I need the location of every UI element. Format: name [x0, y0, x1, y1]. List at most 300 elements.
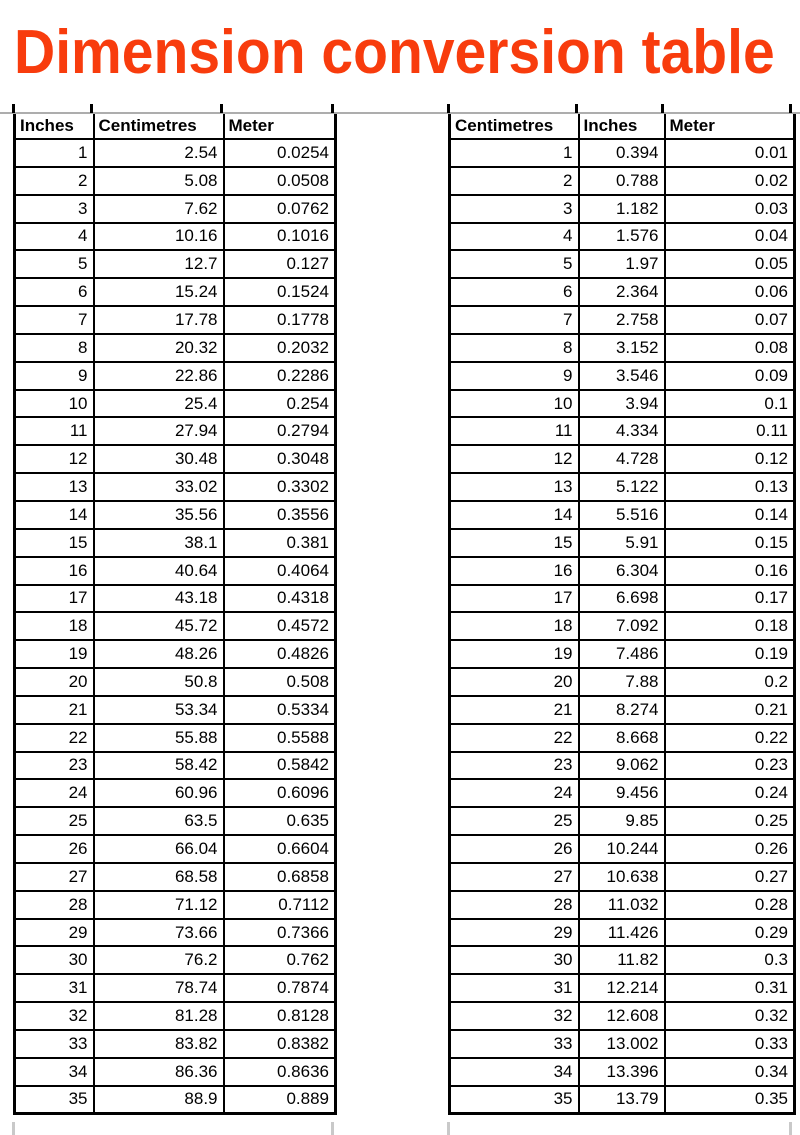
table-row [15, 724, 336, 752]
row-cell: 0.28 [665, 891, 795, 919]
table-row [450, 696, 795, 724]
row-cell: 0.23 [665, 752, 795, 780]
table-row [15, 752, 336, 780]
row-cell: 4.728 [579, 445, 665, 473]
table-row [450, 891, 795, 919]
row-cell: 5.122 [579, 473, 665, 501]
row-cell: 32 [450, 1002, 579, 1030]
row-cell: 21 [15, 696, 94, 724]
row-cell: 0.3302 [224, 473, 336, 501]
row-cell: 10.16 [94, 223, 224, 251]
row-cell: 0.8128 [224, 1002, 336, 1030]
row-cell: 7.62 [94, 195, 224, 223]
row-cell: 11 [15, 417, 94, 445]
row-cell: 9 [15, 362, 94, 390]
bottom-grid-stub [331, 1122, 334, 1135]
bottom-grid-stub [789, 1122, 792, 1135]
row-cell: 0.0254 [224, 139, 336, 167]
row-cell: 34 [450, 1058, 579, 1086]
row-cell: 30 [450, 946, 579, 974]
row-cell: 33 [15, 1030, 94, 1058]
row-cell: 88.9 [94, 1086, 224, 1114]
column-header: Centimetres [94, 114, 224, 139]
row-cell: 48.26 [94, 640, 224, 668]
row-cell: 2 [15, 167, 94, 195]
table-row [450, 417, 795, 445]
table-row [450, 167, 795, 195]
row-cell: 50.8 [94, 668, 224, 696]
row-cell: 0.8382 [224, 1030, 336, 1058]
row-cell: 0.26 [665, 835, 795, 863]
row-cell: 0.16 [665, 557, 795, 585]
row-cell: 10 [450, 390, 579, 418]
row-cell: 0.2286 [224, 362, 336, 390]
inches-to-cm-table [13, 114, 337, 1115]
column-header: Inches [15, 114, 94, 139]
row-cell: 0.1524 [224, 278, 336, 306]
row-cell: 81.28 [94, 1002, 224, 1030]
row-cell: 0.15 [665, 529, 795, 557]
row-cell: 3 [450, 195, 579, 223]
table-row [450, 390, 795, 418]
row-cell: 34 [15, 1058, 94, 1086]
row-cell: 8 [15, 334, 94, 362]
row-cell: 24 [450, 779, 579, 807]
table-row [15, 417, 336, 445]
row-cell: 3.94 [579, 390, 665, 418]
row-cell: 2.364 [579, 278, 665, 306]
row-cell: 12.608 [579, 1002, 665, 1030]
table-row [450, 1030, 795, 1058]
row-cell: 31 [450, 974, 579, 1002]
table-row [450, 250, 795, 278]
row-cell: 60.96 [94, 779, 224, 807]
table-row [450, 640, 795, 668]
row-cell: 0.0508 [224, 167, 336, 195]
table-row [15, 250, 336, 278]
row-cell: 76.2 [94, 946, 224, 974]
row-cell: 6 [15, 278, 94, 306]
row-cell: 0.21 [665, 696, 795, 724]
row-cell: 0.4572 [224, 612, 336, 640]
row-cell: 1.97 [579, 250, 665, 278]
table-row [15, 362, 336, 390]
table-row [450, 195, 795, 223]
row-cell: 2.54 [94, 139, 224, 167]
row-cell: 14 [15, 501, 94, 529]
table-row [450, 139, 795, 167]
table-row [450, 974, 795, 1002]
row-cell: 0.05 [665, 250, 795, 278]
row-cell: 3.152 [579, 334, 665, 362]
row-cell: 9 [450, 362, 579, 390]
table-row [15, 334, 336, 362]
grid-stub [661, 104, 664, 113]
row-cell: 5 [15, 250, 94, 278]
table-row [15, 445, 336, 473]
row-cell: 0.02 [665, 167, 795, 195]
row-cell: 0.635 [224, 807, 336, 835]
table-row [450, 946, 795, 974]
bottom-grid-stub [447, 1122, 450, 1135]
row-cell: 0.0762 [224, 195, 336, 223]
table-row [15, 223, 336, 251]
row-cell: 30 [15, 946, 94, 974]
row-cell: 5.08 [94, 167, 224, 195]
table-row [15, 1002, 336, 1030]
row-cell: 71.12 [94, 891, 224, 919]
table-row [15, 946, 336, 974]
row-cell: 63.5 [94, 807, 224, 835]
row-cell: 0.381 [224, 529, 336, 557]
table-row [15, 390, 336, 418]
row-cell: 0.29 [665, 919, 795, 947]
row-cell: 3.546 [579, 362, 665, 390]
row-cell: 0.1 [665, 390, 795, 418]
row-cell: 0.127 [224, 250, 336, 278]
row-cell: 0.394 [579, 139, 665, 167]
row-cell: 0.12 [665, 445, 795, 473]
row-cell: 0.24 [665, 779, 795, 807]
table-row [15, 473, 336, 501]
row-cell: 4 [15, 223, 94, 251]
column-header: Meter [224, 114, 336, 139]
row-cell: 0.508 [224, 668, 336, 696]
row-cell: 29 [450, 919, 579, 947]
row-cell: 15 [15, 529, 94, 557]
table-row [450, 473, 795, 501]
row-cell: 0.04 [665, 223, 795, 251]
row-cell: 0.31 [665, 974, 795, 1002]
table-row [15, 668, 336, 696]
table-row [450, 668, 795, 696]
row-cell: 0.3048 [224, 445, 336, 473]
row-cell: 1 [15, 139, 94, 167]
row-cell: 22 [450, 724, 579, 752]
row-cell: 6 [450, 278, 579, 306]
row-cell: 0.19 [665, 640, 795, 668]
row-cell: 11 [450, 417, 579, 445]
table-row [15, 1086, 336, 1114]
row-cell: 0.33 [665, 1030, 795, 1058]
row-cell: 12 [450, 445, 579, 473]
row-cell: 0.7112 [224, 891, 336, 919]
grid-stub [220, 104, 223, 113]
table-row [15, 1030, 336, 1058]
row-cell: 0.27 [665, 863, 795, 891]
table-row [15, 696, 336, 724]
row-cell: 0.22 [665, 724, 795, 752]
table-row [450, 1002, 795, 1030]
row-cell: 13 [15, 473, 94, 501]
row-cell: 0.5334 [224, 696, 336, 724]
row-cell: 0.01 [665, 139, 795, 167]
row-cell: 5.516 [579, 501, 665, 529]
row-cell: 55.88 [94, 724, 224, 752]
table-row [450, 835, 795, 863]
table-row [450, 529, 795, 557]
table-row [450, 501, 795, 529]
column-header: Centimetres [450, 114, 579, 139]
row-cell: 17 [450, 585, 579, 613]
row-cell: 22 [15, 724, 94, 752]
row-cell: 11.032 [579, 891, 665, 919]
row-cell: 26 [15, 835, 94, 863]
row-cell: 15.24 [94, 278, 224, 306]
row-cell: 10.244 [579, 835, 665, 863]
row-cell: 0.25 [665, 807, 795, 835]
row-cell: 0.254 [224, 390, 336, 418]
row-cell: 40.64 [94, 557, 224, 585]
row-cell: 1.576 [579, 223, 665, 251]
table-row [15, 779, 336, 807]
row-cell: 0.13 [665, 473, 795, 501]
row-cell: 20 [450, 668, 579, 696]
table-row [15, 167, 336, 195]
table-row [15, 501, 336, 529]
row-cell: 0.5842 [224, 752, 336, 780]
row-cell: 28 [450, 891, 579, 919]
row-cell: 25 [15, 807, 94, 835]
table-row [15, 529, 336, 557]
row-cell: 58.42 [94, 752, 224, 780]
row-cell: 0.2 [665, 668, 795, 696]
row-cell: 38.1 [94, 529, 224, 557]
row-cell: 5 [450, 250, 579, 278]
row-cell: 0.07 [665, 306, 795, 334]
row-cell: 0.11 [665, 417, 795, 445]
row-cell: 6.698 [579, 585, 665, 613]
page-title: Dimension conversion table [14, 18, 775, 87]
row-cell: 0.08 [665, 334, 795, 362]
row-cell: 0.1016 [224, 223, 336, 251]
grid-stub [12, 104, 15, 113]
row-cell: 0.1778 [224, 306, 336, 334]
row-cell: 10 [15, 390, 94, 418]
row-cell: 24 [15, 779, 94, 807]
row-cell: 22.86 [94, 362, 224, 390]
table-row [450, 919, 795, 947]
row-cell: 83.82 [94, 1030, 224, 1058]
row-cell: 7.092 [579, 612, 665, 640]
table-row [15, 919, 336, 947]
row-cell: 4.334 [579, 417, 665, 445]
row-cell: 12.214 [579, 974, 665, 1002]
header-row [450, 114, 795, 139]
grid-stub [331, 104, 334, 113]
row-cell: 8 [450, 334, 579, 362]
row-cell: 0.3556 [224, 501, 336, 529]
row-cell: 9.85 [579, 807, 665, 835]
table-row [450, 752, 795, 780]
table-row [15, 807, 336, 835]
row-cell: 53.34 [94, 696, 224, 724]
row-cell: 12.7 [94, 250, 224, 278]
row-cell: 20 [15, 668, 94, 696]
table-row [15, 278, 336, 306]
row-cell: 0.3 [665, 946, 795, 974]
row-cell: 0.8636 [224, 1058, 336, 1086]
table-row [450, 1086, 795, 1114]
table-row [450, 362, 795, 390]
row-cell: 13 [450, 473, 579, 501]
table-row [15, 612, 336, 640]
row-cell: 16 [15, 557, 94, 585]
table-row [450, 223, 795, 251]
table-row [450, 585, 795, 613]
row-cell: 1 [450, 139, 579, 167]
table-row [15, 974, 336, 1002]
row-cell: 19 [15, 640, 94, 668]
row-cell: 9.062 [579, 752, 665, 780]
row-cell: 13.002 [579, 1030, 665, 1058]
header-row [15, 114, 336, 139]
row-cell: 12 [15, 445, 94, 473]
table-row [15, 835, 336, 863]
table-row [450, 445, 795, 473]
table-row [15, 585, 336, 613]
row-cell: 33.02 [94, 473, 224, 501]
row-cell: 6.304 [579, 557, 665, 585]
row-cell: 0.7874 [224, 974, 336, 1002]
row-cell: 0.6858 [224, 863, 336, 891]
row-cell: 27 [15, 863, 94, 891]
table-row [450, 724, 795, 752]
table-row [15, 195, 336, 223]
row-cell: 9.456 [579, 779, 665, 807]
table-row [15, 863, 336, 891]
row-cell: 18 [15, 612, 94, 640]
table-row [450, 807, 795, 835]
row-cell: 45.72 [94, 612, 224, 640]
grid-stub [789, 104, 792, 113]
row-cell: 19 [450, 640, 579, 668]
row-cell: 0.09 [665, 362, 795, 390]
row-cell: 8.668 [579, 724, 665, 752]
table-row [15, 557, 336, 585]
table-row [450, 612, 795, 640]
row-cell: 3 [15, 195, 94, 223]
row-cell: 26 [450, 835, 579, 863]
row-cell: 0.32 [665, 1002, 795, 1030]
table-row [15, 891, 336, 919]
row-cell: 35.56 [94, 501, 224, 529]
row-cell: 78.74 [94, 974, 224, 1002]
row-cell: 17 [15, 585, 94, 613]
row-cell: 2.758 [579, 306, 665, 334]
row-cell: 16 [450, 557, 579, 585]
table-row [450, 306, 795, 334]
table-row [15, 1058, 336, 1086]
column-header: Inches [579, 114, 665, 139]
row-cell: 43.18 [94, 585, 224, 613]
row-cell: 8.274 [579, 696, 665, 724]
table-row [15, 306, 336, 334]
row-cell: 0.2032 [224, 334, 336, 362]
table-row [15, 139, 336, 167]
row-cell: 0.14 [665, 501, 795, 529]
row-cell: 0.18 [665, 612, 795, 640]
grid-stub [575, 104, 578, 113]
table-row [450, 557, 795, 585]
row-cell: 15 [450, 529, 579, 557]
row-cell: 7.486 [579, 640, 665, 668]
row-cell: 0.4064 [224, 557, 336, 585]
row-cell: 86.36 [94, 1058, 224, 1086]
row-cell: 0.2794 [224, 417, 336, 445]
row-cell: 11.426 [579, 919, 665, 947]
row-cell: 29 [15, 919, 94, 947]
row-cell: 11.82 [579, 946, 665, 974]
row-cell: 30.48 [94, 445, 224, 473]
row-cell: 0.06 [665, 278, 795, 306]
table-row [450, 779, 795, 807]
row-cell: 0.762 [224, 946, 336, 974]
row-cell: 27.94 [94, 417, 224, 445]
row-cell: 17.78 [94, 306, 224, 334]
row-cell: 66.04 [94, 835, 224, 863]
row-cell: 0.4826 [224, 640, 336, 668]
row-cell: 1.182 [579, 195, 665, 223]
row-cell: 0.6096 [224, 779, 336, 807]
row-cell: 10.638 [579, 863, 665, 891]
row-cell: 13.396 [579, 1058, 665, 1086]
row-cell: 20.32 [94, 334, 224, 362]
row-cell: 33 [450, 1030, 579, 1058]
cm-to-inches-table [448, 114, 796, 1115]
table-row [15, 640, 336, 668]
row-cell: 0.5588 [224, 724, 336, 752]
table-row [450, 1058, 795, 1086]
grid-stub [90, 104, 93, 113]
row-cell: 0.03 [665, 195, 795, 223]
row-cell: 35 [15, 1086, 94, 1114]
row-cell: 13.79 [579, 1086, 665, 1114]
row-cell: 7 [15, 306, 94, 334]
row-cell: 25 [450, 807, 579, 835]
row-cell: 0.34 [665, 1058, 795, 1086]
row-cell: 23 [15, 752, 94, 780]
row-cell: 25.4 [94, 390, 224, 418]
table-row [450, 334, 795, 362]
row-cell: 7.88 [579, 668, 665, 696]
row-cell: 18 [450, 612, 579, 640]
row-cell: 2 [450, 167, 579, 195]
column-header: Meter [665, 114, 795, 139]
row-cell: 0.889 [224, 1086, 336, 1114]
row-cell: 28 [15, 891, 94, 919]
table-row [450, 278, 795, 306]
row-cell: 27 [450, 863, 579, 891]
row-cell: 0.35 [665, 1086, 795, 1114]
row-cell: 73.66 [94, 919, 224, 947]
row-cell: 31 [15, 974, 94, 1002]
row-cell: 0.6604 [224, 835, 336, 863]
row-cell: 23 [450, 752, 579, 780]
row-cell: 0.4318 [224, 585, 336, 613]
bottom-grid-stub [12, 1122, 15, 1135]
row-cell: 7 [450, 306, 579, 334]
row-cell: 21 [450, 696, 579, 724]
row-cell: 35 [450, 1086, 579, 1114]
row-cell: 14 [450, 501, 579, 529]
row-cell: 0.788 [579, 167, 665, 195]
table-row [450, 863, 795, 891]
row-cell: 5.91 [579, 529, 665, 557]
row-cell: 0.17 [665, 585, 795, 613]
row-cell: 68.58 [94, 863, 224, 891]
grid-stub [447, 104, 450, 113]
